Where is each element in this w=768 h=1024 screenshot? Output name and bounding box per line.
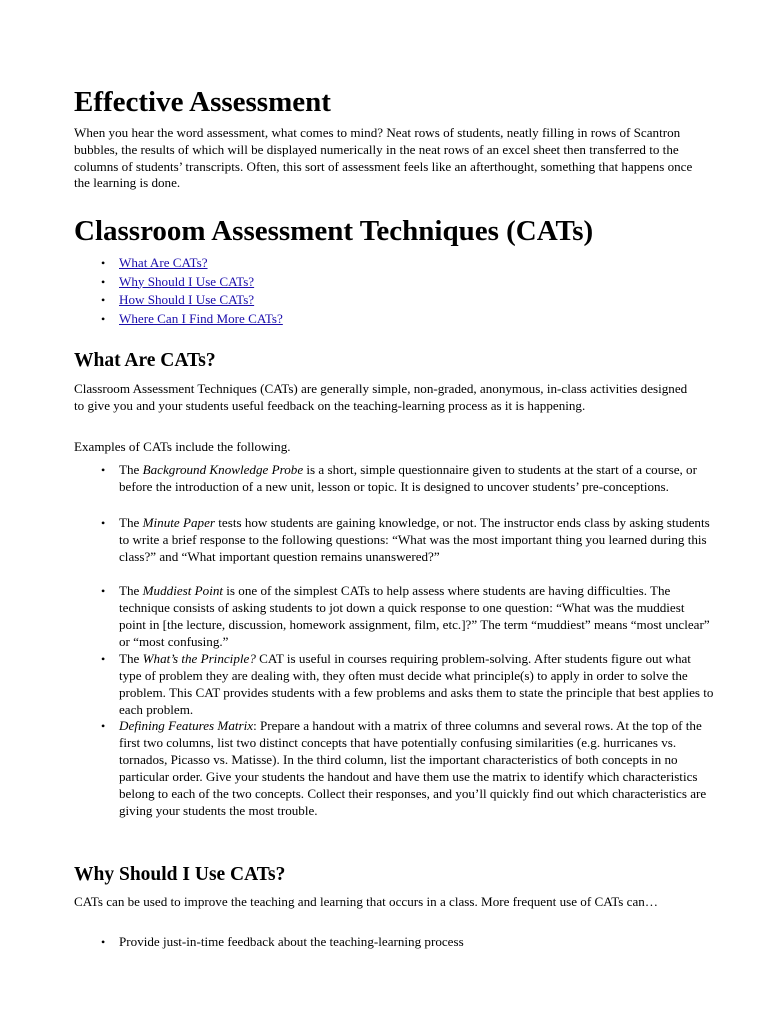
example-term: Minute Paper [142, 515, 216, 530]
bullet: • [101, 463, 106, 477]
toc-link-what-are-cats[interactable]: What Are CATs? [119, 255, 208, 270]
toc-item [74, 291, 474, 310]
bullet: • [101, 293, 106, 307]
example-term: Background Knowledge Probe [142, 462, 304, 477]
example-muddiest-point: • The Muddiest Point is one of the simplest CATs to help assess where students are having difficulties. The technique consists of asking students to jot down a quick response to one question: “What was the muddiest point in [the lecture, discussion, homework assignment, film, etc.]?” The term “muddiest” means “most unclear” or “most confusing.” [101, 583, 710, 649]
example-defining-features-matrix: • Defining Features Matrix: Prepare a handout with a matrix of three columns and several rows. At the top of the first two columns, list two distinct concepts that have potentially confusing similarities (e.g. hurricanes vs. tornados, Picasso vs. Matisse). In the third column, list the important characteristics of both concepts in no particular order. Give your students the handout and have them use the matrix to identify which characteristics belong to each of the two concepts. Collect their responses, and you’ll quickly find out which characteristics are giving your students the most trouble. [101, 718, 707, 818]
bullet: • [101, 719, 106, 733]
bullet: • [101, 256, 106, 270]
bullet: • [101, 652, 106, 666]
bullet: • [101, 311, 106, 326]
what-are-cats-paragraph: Classroom Assessment Techniques (CATs) are generally simple, non-graded, anonymous, in-class activities designed to give you and your students useful feedback on the teaching-learning process as it is happening. [74, 381, 688, 413]
example-background-knowledge-probe: • The Background Knowledge Probe is a short, simple questionnaire given to students at the start of a course, or before the introduction of a new unit, lesson or topic. It is designed to uncover students’ pre-conceptions. [101, 462, 697, 494]
bullet: • [101, 274, 106, 289]
what-are-cats-heading: What Are CATs? [74, 350, 216, 371]
example-term: Defining Features Matrix [119, 718, 254, 733]
toc-item [74, 310, 474, 329]
example-term: Muddiest Point [142, 583, 224, 598]
bullet: • [101, 516, 106, 530]
why-item: • Provide just-in-time feedback about the teaching-learning process [101, 934, 464, 949]
page-title: Effective Assessment [74, 86, 331, 118]
bullet: • [101, 935, 106, 949]
toc-link-how-use-cats[interactable]: How Should I Use CATs? [119, 292, 255, 307]
bullet: • [101, 584, 106, 598]
toc-item [74, 273, 474, 292]
toc-item [74, 254, 474, 273]
toc-list [74, 254, 474, 328]
why-use-cats-paragraph: CATs can be used to improve the teaching and learning that occurs in a class. More frequent use of CATs can… [74, 894, 658, 909]
toc-link-find-more-cats[interactable]: Where Can I Find More CATs? [119, 310, 283, 326]
why-use-cats-heading: Why Should I Use CATs? [74, 864, 286, 885]
example-whats-the-principle: • The What’s the Principle? CAT is useful in courses requiring problem-solving. After students figure out what type of problem they are dealing with, they often must decide what principle(s) to apply in order to solve the problem. This CAT provides students with a few problems and asks them to state the principle that best applies to each problem. [101, 651, 714, 717]
intro-paragraph: When you hear the word assessment, what comes to mind? Neat rows of students, neatly filling in rows of Scantron bubbles, the results of which will be displayed numerically in the neat rows of an excel sheet then transferred to the columns of students’ transcripts. Often, this sort of assessment feels like an afterthought, something that happens once the learning is done. [74, 125, 693, 191]
example-minute-paper: • The Minute Paper tests how students are gaining knowledge, or not. The instructor ends class by asking students to write a brief response to the following questions: “What was the most important thing you learned during this class?” and “What important question remains unanswered?” [101, 515, 710, 564]
cats-heading: Classroom Assessment Techniques (CATs) [74, 215, 594, 247]
example-term: What’s the Principle? [142, 651, 256, 666]
toc-link-why-use-cats[interactable]: Why Should I Use CATs? [119, 273, 255, 289]
examples-intro: Examples of CATs include the following. [74, 439, 291, 454]
